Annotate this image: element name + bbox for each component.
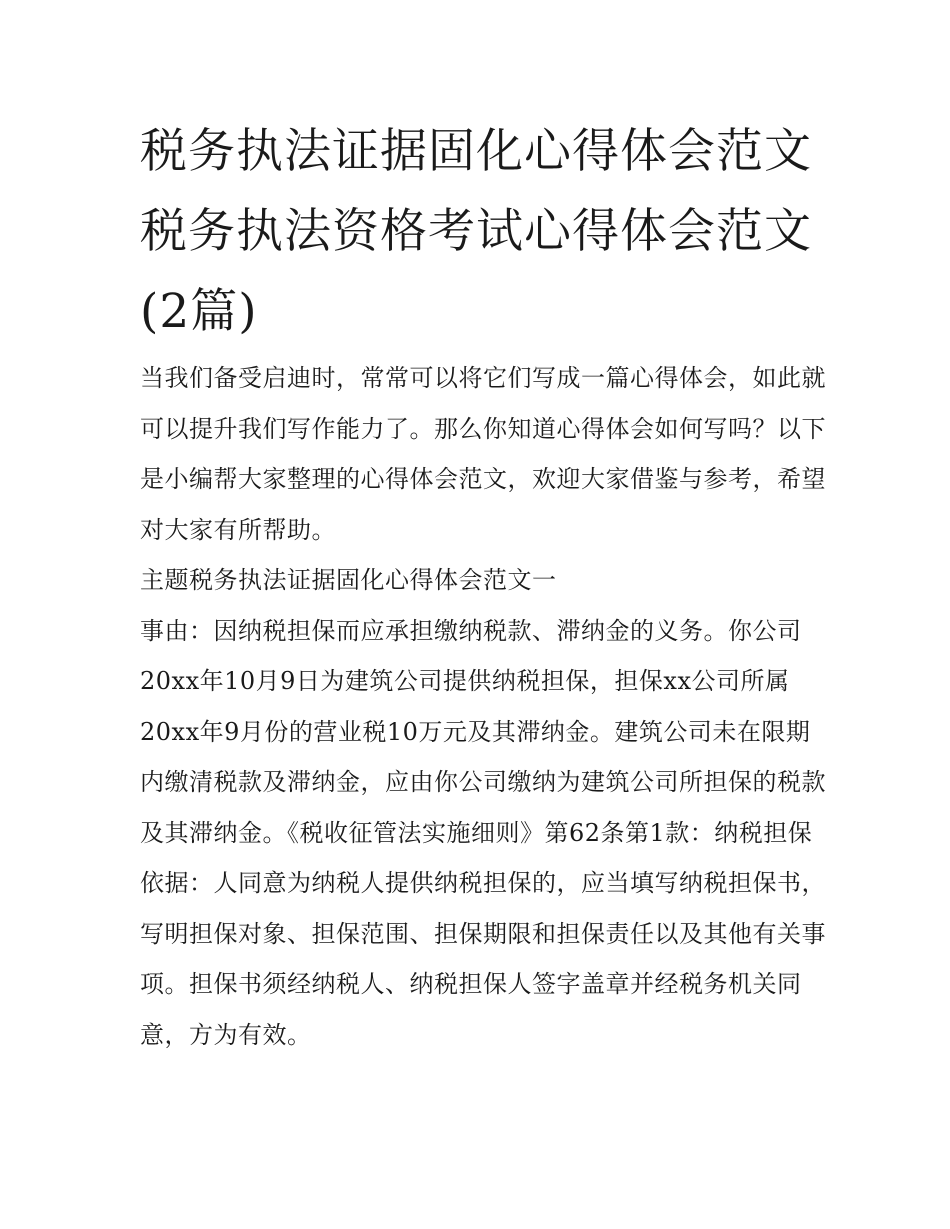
document-body xyxy=(140,353,830,1060)
cause-paragraph: 事由：因纳税担保而应承担缴纳税款、滞纳金的义务。你公司20xx年10月9日为建筑公司提供纳税担保，担保xx公司所属20xx年9月份的营业税10万元及其滞纳金。建筑公司未在限期内缴清税款及滞纳金，应由你公司缴纳为建筑公司所担保的税款及其滞纳金。《税收征管法实施细则》第62条第1款：纳税担保 xyxy=(140,616,826,847)
basis-paragraph: 依据：人同意为纳税人提供纳税担保的，应当填写纳税担保书，写明担保对象、担保范围、担保期限和担保责任以及其他有关事项。担保书须经纳税人、纳税担保人签字盖章并经税务机关同意，方为有效。 xyxy=(140,869,826,1049)
intro-paragraph: 当我们备受启迪时，常常可以将它们写成一篇心得体会，如此就可以提升我们写作能力了。那么你知道心得体会如何写吗？以下是小编帮大家整理的心得体会范文，欢迎大家借鉴与参考，希望对大家有所帮助。 xyxy=(140,364,826,544)
section-heading: 主题税务执法证据固化心得体会范文一 xyxy=(140,566,557,594)
document-title: 税务执法证据固化心得体会范文 税务执法资格考试心得体会范文(2篇) xyxy=(140,124,812,339)
